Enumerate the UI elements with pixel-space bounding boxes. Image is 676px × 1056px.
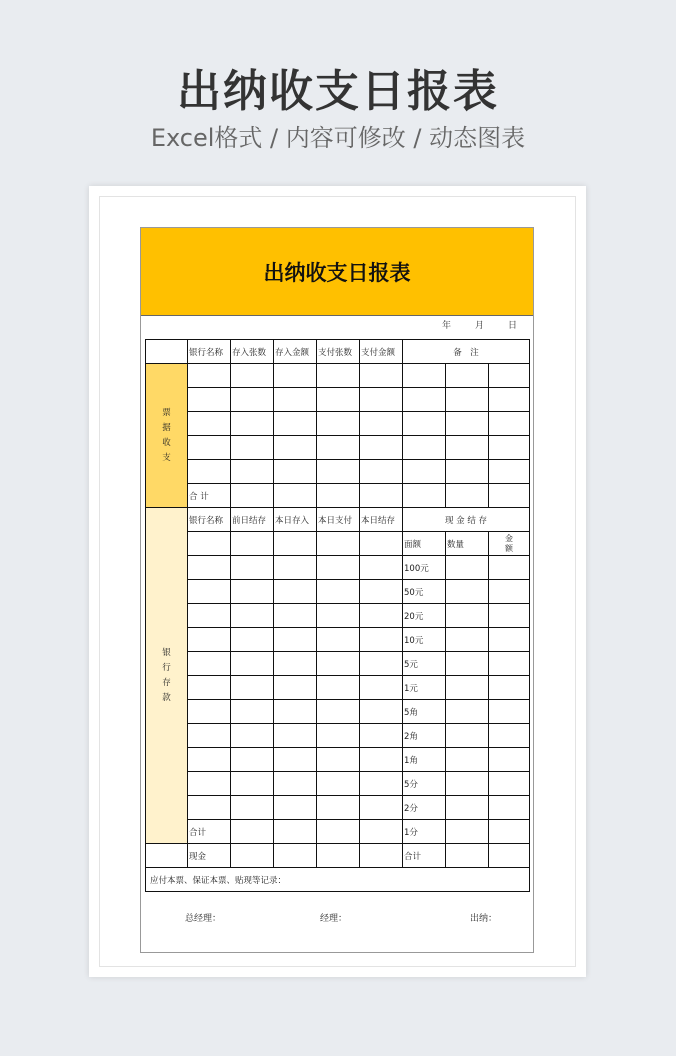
table-cell[interactable] — [317, 676, 360, 700]
denomination-label: 2分 — [403, 796, 446, 820]
table-cell[interactable] — [188, 556, 231, 580]
table-cell[interactable] — [188, 700, 231, 724]
table-row — [146, 700, 530, 724]
table-cell[interactable] — [317, 796, 360, 820]
table-row — [146, 460, 530, 484]
table-row — [146, 772, 530, 796]
table-cell[interactable] — [446, 724, 489, 748]
table-cell[interactable] — [446, 436, 489, 460]
table-cell[interactable] — [403, 364, 446, 388]
sheet-title: 出纳收支日报表 — [263, 260, 411, 285]
table-cell[interactable] — [446, 556, 489, 580]
table-cell[interactable] — [231, 748, 274, 772]
table-cell[interactable] — [317, 652, 360, 676]
section2-total-row — [146, 820, 530, 844]
page-title: 出纳收支日报表 — [177, 66, 499, 117]
table-cell[interactable] — [446, 628, 489, 652]
denomination-label: 2角 — [403, 724, 446, 748]
table-cell[interactable] — [360, 388, 403, 412]
table-cell[interactable] — [403, 436, 446, 460]
table-cell[interactable] — [489, 820, 530, 844]
table-row — [146, 580, 530, 604]
section1-label: 票 据 收 支 — [146, 364, 188, 508]
table-cell[interactable] — [317, 556, 360, 580]
denomination-label: 20元 — [403, 604, 446, 628]
table-row — [146, 436, 530, 460]
table-row — [146, 796, 530, 820]
general-manager-label: 总经理： — [185, 914, 222, 924]
table-cell[interactable] — [317, 412, 360, 436]
cashier-label: 出纳： — [470, 914, 498, 924]
table-cell[interactable] — [274, 460, 317, 484]
table-cell[interactable] — [231, 796, 274, 820]
report-sheet — [140, 227, 534, 953]
table-cell[interactable] — [446, 772, 489, 796]
table-cell[interactable] — [446, 652, 489, 676]
table-cell[interactable] — [489, 388, 530, 412]
denomination-label: 1分 — [403, 820, 446, 844]
section2-header-row — [146, 508, 530, 532]
table-cell[interactable] — [317, 388, 360, 412]
notes-label: 应付本票、保证本票、贴现等记录： — [146, 868, 530, 892]
table-cell[interactable] — [489, 748, 530, 772]
table-cell[interactable] — [360, 556, 403, 580]
cash-header-amount-2: 额 — [505, 543, 513, 553]
table-cell[interactable] — [274, 652, 317, 676]
table-cell[interactable] — [274, 412, 317, 436]
table-cell[interactable] — [489, 460, 530, 484]
cash-label: 现金 — [188, 844, 231, 868]
cash-subheader-row — [146, 532, 530, 556]
notes-row — [146, 868, 530, 892]
table-cell[interactable] — [489, 676, 530, 700]
table-cell[interactable] — [188, 676, 231, 700]
total-label: 合 计 — [188, 484, 231, 508]
table-cell[interactable] — [231, 484, 274, 508]
table-cell[interactable] — [489, 436, 530, 460]
table-cell[interactable] — [489, 796, 530, 820]
table-cell[interactable] — [446, 844, 489, 868]
table-cell[interactable] — [188, 460, 231, 484]
cash-total-label: 合计 — [403, 844, 446, 868]
cash-header-quantity: 数量 — [446, 532, 489, 556]
table-cell[interactable] — [489, 772, 530, 796]
column-header-cash: 现 金 结 存 — [403, 508, 530, 532]
table-cell[interactable] — [317, 748, 360, 772]
column-header-remarks: 备 注 — [403, 340, 530, 364]
cash-header-denomination: 面额 — [403, 532, 446, 556]
table-cell[interactable] — [360, 436, 403, 460]
table-cell[interactable] — [317, 460, 360, 484]
table-cell[interactable] — [188, 748, 231, 772]
column-header: 存入金额 — [274, 340, 317, 364]
column-header: 存入张数 — [231, 340, 274, 364]
table-cell[interactable] — [231, 556, 274, 580]
date-day-label: 日 — [507, 321, 517, 331]
table-cell[interactable] — [274, 436, 317, 460]
table-cell[interactable] — [489, 844, 530, 868]
table-cell[interactable] — [274, 748, 317, 772]
table-cell[interactable] — [360, 772, 403, 796]
table-row — [146, 724, 530, 748]
table-row — [146, 412, 530, 436]
table-cell[interactable] — [274, 532, 317, 556]
table-cell[interactable] — [446, 796, 489, 820]
table-cell[interactable] — [360, 628, 403, 652]
table-cell[interactable] — [446, 580, 489, 604]
column-header: 本日结存 — [360, 508, 403, 532]
table-cell[interactable] — [360, 484, 403, 508]
column-header: 本日支付 — [317, 508, 360, 532]
table-cell[interactable] — [489, 412, 530, 436]
table-cell[interactable] — [360, 532, 403, 556]
table-cell[interactable] — [317, 580, 360, 604]
table-cell[interactable] — [360, 820, 403, 844]
signature-row — [145, 911, 529, 924]
table-cell[interactable] — [489, 364, 530, 388]
total-label: 合计 — [188, 820, 231, 844]
sheet-banner — [141, 228, 533, 316]
table-cell[interactable] — [274, 484, 317, 508]
denomination-label: 5元 — [403, 652, 446, 676]
date-year-label: 年 — [441, 321, 451, 331]
table-cell[interactable] — [274, 700, 317, 724]
table-cell[interactable] — [188, 604, 231, 628]
table-cell[interactable] — [231, 580, 274, 604]
denomination-label: 50元 — [403, 580, 446, 604]
denomination-label: 1角 — [403, 748, 446, 772]
table-cell[interactable] — [274, 364, 317, 388]
table-row — [146, 388, 530, 412]
table-cell[interactable] — [446, 748, 489, 772]
table-cell[interactable] — [446, 700, 489, 724]
table-cell[interactable] — [274, 844, 317, 868]
table-cell[interactable] — [446, 460, 489, 484]
table-cell[interactable] — [231, 460, 274, 484]
table-cell[interactable] — [446, 484, 489, 508]
table-cell[interactable] — [317, 724, 360, 748]
table-cell[interactable] — [188, 772, 231, 796]
table-cell[interactable] — [274, 820, 317, 844]
cash-header-amount-1: 金 — [505, 533, 513, 543]
table-cell[interactable] — [317, 628, 360, 652]
table-cell[interactable] — [489, 484, 530, 508]
table-cell[interactable] — [188, 412, 231, 436]
table-cell[interactable] — [274, 796, 317, 820]
table-row — [146, 364, 530, 388]
table-cell[interactable] — [446, 604, 489, 628]
table-cell[interactable] — [231, 436, 274, 460]
table-cell[interactable] — [317, 436, 360, 460]
table-cell[interactable] — [446, 412, 489, 436]
table-cell[interactable] — [317, 772, 360, 796]
table-cell[interactable] — [489, 604, 530, 628]
column-header: 支付金额 — [360, 340, 403, 364]
table-cell[interactable] — [231, 364, 274, 388]
table-cell[interactable] — [231, 820, 274, 844]
table-cell[interactable] — [317, 844, 360, 868]
table-cell[interactable] — [489, 652, 530, 676]
column-header: 本日存入 — [274, 508, 317, 532]
table-cell[interactable] — [274, 556, 317, 580]
table-cell[interactable] — [317, 532, 360, 556]
table-cell[interactable] — [489, 628, 530, 652]
table-cell[interactable] — [360, 796, 403, 820]
cash-row — [146, 844, 530, 868]
table-row — [146, 676, 530, 700]
table-cell[interactable] — [274, 724, 317, 748]
table-cell[interactable] — [317, 700, 360, 724]
table-cell[interactable] — [188, 532, 231, 556]
table-cell[interactable] — [360, 700, 403, 724]
table-cell[interactable] — [231, 844, 274, 868]
table-cell[interactable] — [446, 820, 489, 844]
table-cell[interactable] — [360, 748, 403, 772]
table-cell[interactable] — [231, 412, 274, 436]
table-cell[interactable] — [360, 844, 403, 868]
table-cell[interactable] — [446, 676, 489, 700]
table-cell[interactable] — [231, 700, 274, 724]
table-cell[interactable] — [446, 364, 489, 388]
table-cell[interactable] — [360, 724, 403, 748]
column-header: 银行名称 — [188, 508, 231, 532]
table-cell[interactable] — [188, 628, 231, 652]
manager-label: 经理： — [320, 914, 348, 924]
table-cell[interactable] — [360, 460, 403, 484]
section2-label: 银 行 存 款 — [146, 508, 188, 844]
table-cell[interactable] — [231, 604, 274, 628]
denomination-label: 5角 — [403, 700, 446, 724]
denomination-label: 1元 — [403, 676, 446, 700]
table-cell[interactable] — [317, 484, 360, 508]
table-row — [146, 628, 530, 652]
report-table — [145, 339, 530, 892]
table-cell[interactable] — [403, 412, 446, 436]
blank-cell — [146, 340, 188, 364]
section1-total-row — [146, 484, 530, 508]
table-cell[interactable] — [188, 724, 231, 748]
table-cell[interactable] — [403, 388, 446, 412]
table-cell[interactable] — [274, 628, 317, 652]
table-cell[interactable] — [489, 556, 530, 580]
table-cell[interactable] — [360, 412, 403, 436]
date-month-label: 月 — [474, 321, 484, 331]
table-cell[interactable] — [360, 652, 403, 676]
table-cell[interactable] — [274, 676, 317, 700]
table-cell[interactable] — [231, 676, 274, 700]
table-cell[interactable] — [403, 460, 446, 484]
table-row — [146, 748, 530, 772]
table-cell[interactable] — [274, 604, 317, 628]
table-cell[interactable] — [317, 364, 360, 388]
denomination-label: 10元 — [403, 628, 446, 652]
table-cell[interactable] — [317, 604, 360, 628]
table-cell[interactable] — [231, 652, 274, 676]
table-cell[interactable] — [231, 772, 274, 796]
denomination-label: 100元 — [403, 556, 446, 580]
column-header: 前日结存 — [231, 508, 274, 532]
column-header: 支付张数 — [317, 340, 360, 364]
table-cell[interactable] — [231, 532, 274, 556]
table-row — [146, 652, 530, 676]
table-cell[interactable] — [489, 700, 530, 724]
table-cell[interactable] — [317, 820, 360, 844]
blank-cell — [146, 844, 188, 868]
page-subtitle: Excel格式 / 内容可修改 / 动态图表 — [150, 124, 526, 152]
table-cell[interactable] — [360, 364, 403, 388]
table-cell[interactable] — [188, 436, 231, 460]
table-cell[interactable] — [360, 676, 403, 700]
table-cell[interactable] — [188, 364, 231, 388]
table-cell[interactable] — [231, 388, 274, 412]
table-cell[interactable] — [489, 580, 530, 604]
date-row — [442, 318, 517, 331]
cash-header-amount — [489, 532, 530, 556]
table-cell[interactable] — [274, 388, 317, 412]
table-cell[interactable] — [231, 628, 274, 652]
table-cell[interactable] — [188, 796, 231, 820]
table-cell[interactable] — [188, 580, 231, 604]
table-cell[interactable] — [360, 604, 403, 628]
table-cell[interactable] — [274, 580, 317, 604]
table-cell[interactable] — [489, 724, 530, 748]
table-cell[interactable] — [360, 580, 403, 604]
table-row — [146, 556, 530, 580]
table-row — [146, 604, 530, 628]
column-header: 银行名称 — [188, 340, 231, 364]
table-cell[interactable] — [403, 484, 446, 508]
section1-header-row — [146, 340, 530, 364]
table-cell[interactable] — [274, 772, 317, 796]
table-cell[interactable] — [446, 388, 489, 412]
denomination-label: 5分 — [403, 772, 446, 796]
table-cell[interactable] — [231, 724, 274, 748]
table-cell[interactable] — [188, 652, 231, 676]
table-cell[interactable] — [188, 388, 231, 412]
